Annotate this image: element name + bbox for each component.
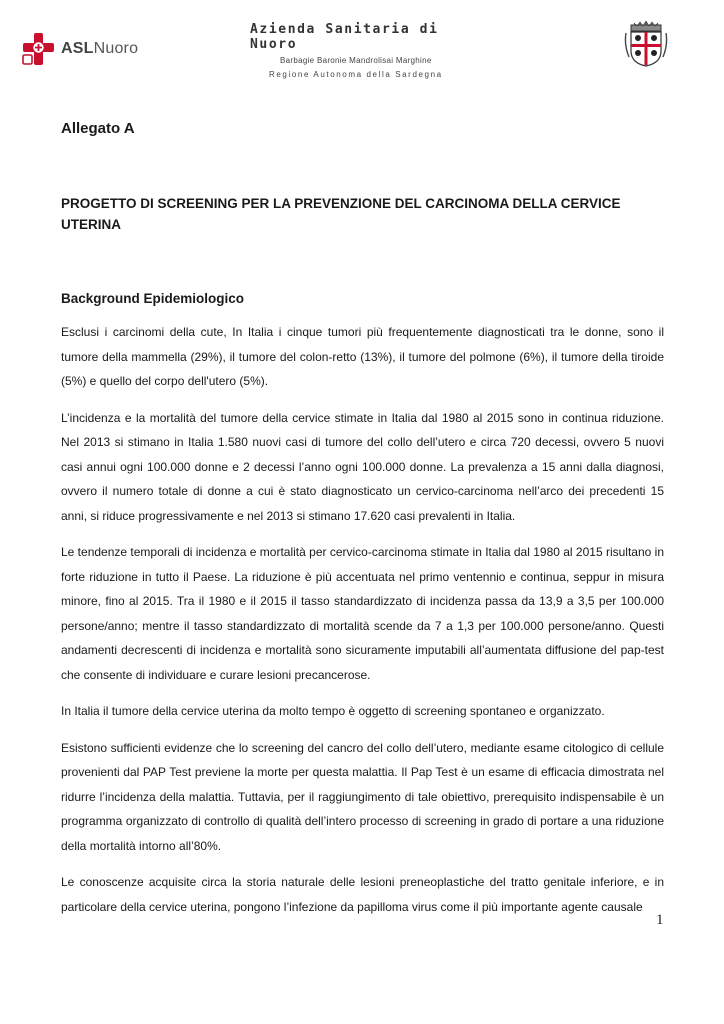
- paragraph: In Italia il tumore della cervice uterina da molto tempo è oggetto di screening spontaneo e organizzato.: [61, 704, 605, 718]
- asl-cross-logo-icon: [22, 32, 56, 66]
- logo-text-rest: Nuoro: [93, 40, 139, 57]
- organization-districts: Barbagie Baronie Mandrolisai Marghine: [280, 56, 432, 65]
- document-title: PROGETTO DI SCREENING PER LA PREVENZIONE DEL CARCINOMA DELLA CERVICE UTERINA: [61, 196, 621, 232]
- letterhead: [0, 0, 724, 80]
- paragraph: Esclusi i carcinomi della cute, In Italia i cinque tumori più frequentemente diagnosticati tra le donne, sono il tumore della mammella (29%), il tumore del colon-retto (13%), il tumore del polmone (6%), il tumore della tiroide (5%) e quello del corpo dell'utero (5%).: [61, 325, 664, 388]
- organization-block: [230, 22, 470, 79]
- organization-region: Regione Autonoma della Sardegna: [269, 70, 443, 79]
- page-number: 1: [656, 912, 664, 928]
- paragraph: L’incidenza e la mortalità del tumore della cervice stimate in Italia dal 1980 al 2015 sono in continua riduzione. Nel 2013 si stimano in Italia 1.580 nuovi casi di tumore del collo dell’utero e circa 720 decessi, ovvero 5 nuovi casi annui ogni 100.000 donne e 2 decessi l’anno ogni 100.000 donne. La prevalenza a 15 anni dalla diagnosi, ovvero il numero totale di donne a cui è stato diagnosticato un cervico-carcinoma nell’arco dei precedenti 15 anni, si riduce progressivamente e nel 2013 si stimano 17.620 casi prevalenti in Italia.: [61, 410, 664, 523]
- paragraph: Le conoscenze acquisite circa la storia naturale delle lesioni preneoplastiche del tratto genitale inferiore, e in particolare della cervice uterina, pongono l’infezione da papilloma virus come il più importante agente causale: [61, 875, 664, 914]
- document-body: [61, 120, 664, 919]
- logo-text-bold: ASL: [61, 40, 94, 57]
- section-title: Background Epidemiologico: [61, 291, 245, 306]
- paragraph: Esistono sufficienti evidenze che lo screening del cancro del collo dell’utero, mediante esame citologico di cellule provenienti dal PAP Test previene la morte per questa malattia. Il Pap Test è un esame di efficacia dimostrata nel ridurre l’incidenza della malattia. Tuttavia, per il raggiungimento di tale obiettivo, prerequisito indispensabile è un programma organizzato di controllo di qualità dell’intero processo di screening in grado di portare a una riduzione della mortalità intorno all’80%.: [61, 740, 664, 853]
- logo-text: [61, 40, 138, 58]
- organization-title: Azienda Sanitaria di Nuoro: [250, 22, 439, 52]
- paragraph: Le tendenze temporali di incidenza e mortalità per cervico-carcinoma stimate in Italia dal 1980 al 2015 risultano in forte riduzione in tutto il Paese. La riduzione è più accentuata nel primo ventennio e continua, seppur in misura minore, fino al 2015. Tra il 1980 e il 2015 il tasso standardizzato di incidenza passa da 13,9 a 3,5 per 100.000 persone/anno; mentre il tasso standardizzato di mortalità scende da 7 a 1,3 per 100.000 persone/anno. Questi andamenti decrescenti di incidenza e mortalità sono sicuramente imputabili all’aumentata diffusione del pap-test che consente di individuare e curare lesioni precancerose.: [61, 545, 664, 682]
- asl-logo: [22, 32, 142, 66]
- annex-label: Allegato A: [61, 120, 135, 137]
- sardinia-crest-icon: [623, 21, 669, 67]
